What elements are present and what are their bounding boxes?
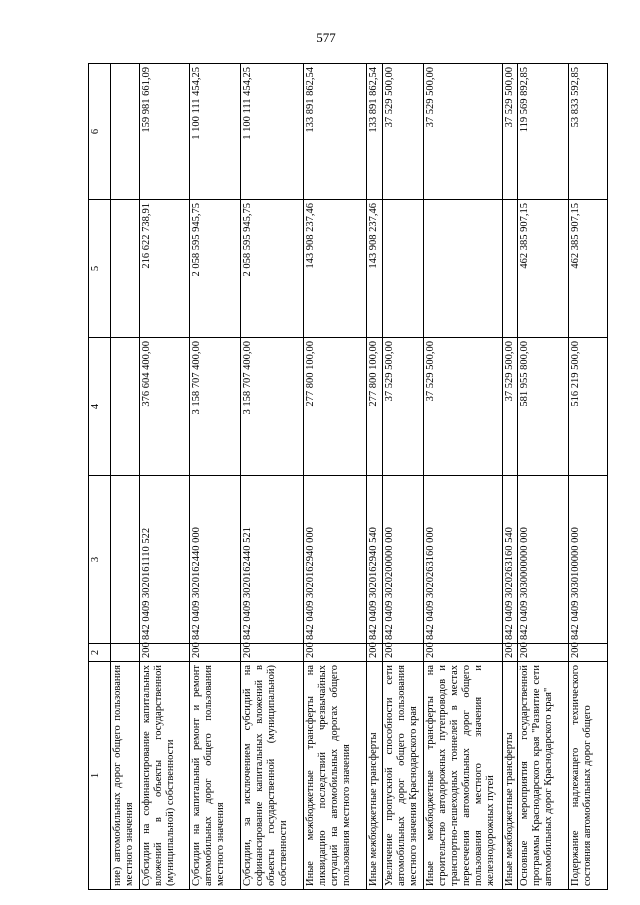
table-row <box>366 64 382 890</box>
row-executed-amount-cell <box>423 200 502 338</box>
row-name-cell: Увеличение пропускной способности сети автомобильных дорог общего пользования местного значения Краснодарского края <box>382 662 423 890</box>
row-name-cell: Иные межбюджетные трансферты <box>366 662 382 890</box>
row-approved-amount-cell: 37 529 500,00 <box>502 338 518 476</box>
row-name-cell: Субсидии, за исключением субсидий на софинансирование капитальных вложений в объекты государственной (муниципальной) собственности <box>240 662 303 890</box>
row-remaining-amount-cell: 133 891 862,54 <box>366 64 382 200</box>
row-approved-amount-cell: 277 800 100,00 <box>303 338 366 476</box>
row-admin-code-cell: 200 <box>190 644 241 662</box>
row-remaining-amount-cell: 159 981 661,09 <box>139 64 190 200</box>
row-remaining-amount-cell: 37 529 500,00 <box>423 64 502 200</box>
row-approved-amount-cell: 277 800 100,00 <box>366 338 382 476</box>
header-cell: 6 <box>89 64 111 200</box>
row-admin-code-cell: 200 <box>423 644 502 662</box>
row-name-cell: Субсидии на софинансирование капитальных вложений в объекты государственной (муниципальной) собственности <box>139 662 190 890</box>
row-executed-amount-cell: 2 058 595 945,75 <box>240 200 303 338</box>
header-cell: 1 <box>89 662 111 890</box>
row-admin-code-cell: 200 <box>518 644 569 662</box>
row-budget-code-cell: 842 0409 3020200000 000 <box>382 476 423 644</box>
row-approved-amount-cell <box>111 338 139 476</box>
page-number: 577 <box>316 30 336 45</box>
row-remaining-amount-cell: 1 100 111 454,25 <box>190 64 241 200</box>
row-admin-code-cell: 200 <box>303 644 366 662</box>
row-executed-amount-cell: 143 908 237,46 <box>366 200 382 338</box>
row-budget-code-cell: 842 0409 3020162940 000 <box>303 476 366 644</box>
table-row <box>139 64 190 890</box>
row-remaining-amount-cell <box>111 64 139 200</box>
row-remaining-amount-cell: 1 100 111 454,25 <box>240 64 303 200</box>
row-executed-amount-cell <box>111 200 139 338</box>
row-approved-amount-cell: 516 219 500,00 <box>568 338 607 476</box>
row-name-cell: ние) автомобильных дорог общего пользования местного значения <box>111 662 139 890</box>
row-executed-amount-cell: 216 622 738,91 <box>139 200 190 338</box>
row-executed-amount-cell: 462 385 907,15 <box>568 200 607 338</box>
row-remaining-amount-cell: 37 529 500,00 <box>382 64 423 200</box>
table-row <box>423 64 502 890</box>
table-row <box>502 64 518 890</box>
row-executed-amount-cell: 462 385 907,15 <box>518 200 569 338</box>
table-row <box>518 64 569 890</box>
header-cell: 5 <box>89 200 111 338</box>
row-budget-code-cell: 842 0409 3020161110 522 <box>139 476 190 644</box>
row-executed-amount-cell: 2 058 595 945,75 <box>190 200 241 338</box>
table-row <box>111 64 139 890</box>
header-cell: 4 <box>89 338 111 476</box>
row-budget-code-cell: 842 0409 3020263160 540 <box>502 476 518 644</box>
row-budget-code-cell: 842 0409 3020162440 521 <box>240 476 303 644</box>
row-remaining-amount-cell: 37 529 500,00 <box>502 64 518 200</box>
row-budget-code-cell <box>111 476 139 644</box>
row-name-cell: Иные межбюджетные трансферты <box>502 662 518 890</box>
row-budget-code-cell: 842 0409 3020263160 000 <box>423 476 502 644</box>
table-row <box>303 64 366 890</box>
row-admin-code-cell: 200 <box>568 644 607 662</box>
row-name-cell: Основные мероприятия государственной программы Краснодарского края "Развитие сети автомобильных дорог Краснодарского края" <box>518 662 569 890</box>
row-name-cell: Иные межбюджетные трансферты на строительство автодорожных путепроводов и транспортно-пешеходных тоннелей в местах пересечения автомобильных дорог общего пользования местного значения и железнодорожных путей <box>423 662 502 890</box>
table-row <box>568 64 607 890</box>
header-cell: 2 <box>89 644 111 662</box>
row-admin-code-cell: 200 <box>502 644 518 662</box>
row-name-cell: Иные межбюджетные трансферты на ликвидацию последствий чрезвычайных ситуаций на автомобильных дорогах общего пользования местного значения <box>303 662 366 890</box>
row-budget-code-cell: 842 0409 3020162940 540 <box>366 476 382 644</box>
row-approved-amount-cell: 37 529 500,00 <box>423 338 502 476</box>
rotated-table-container <box>88 64 608 890</box>
row-name-cell: Подержание надлежащего технического состояния автомобильных дорог общего <box>568 662 607 890</box>
row-approved-amount-cell: 581 955 800,00 <box>518 338 569 476</box>
row-admin-code-cell <box>111 644 139 662</box>
row-admin-code-cell: 200 <box>382 644 423 662</box>
row-approved-amount-cell: 3 158 707 400,00 <box>240 338 303 476</box>
row-approved-amount-cell: 3 158 707 400,00 <box>190 338 241 476</box>
row-approved-amount-cell: 37 529 500,00 <box>382 338 423 476</box>
row-executed-amount-cell: 143 908 237,46 <box>303 200 366 338</box>
row-admin-code-cell: 200 <box>139 644 190 662</box>
row-admin-code-cell: 200 <box>366 644 382 662</box>
table-row <box>190 64 241 890</box>
row-executed-amount-cell <box>382 200 423 338</box>
budget-table <box>88 63 608 890</box>
row-remaining-amount-cell: 119 569 892,85 <box>518 64 569 200</box>
row-executed-amount-cell <box>502 200 518 338</box>
row-budget-code-cell: 842 0409 3020162440 000 <box>190 476 241 644</box>
row-approved-amount-cell: 376 604 400,00 <box>139 338 190 476</box>
table-row <box>382 64 423 890</box>
row-remaining-amount-cell: 53 833 592,85 <box>568 64 607 200</box>
header-cell: 3 <box>89 476 111 644</box>
table-row <box>240 64 303 890</box>
row-name-cell: Субсидии на капитальный ремонт и ремонт автомобильных дорог общего пользования местного значения <box>190 662 241 890</box>
row-admin-code-cell: 200 <box>240 644 303 662</box>
header-row <box>89 64 111 890</box>
row-remaining-amount-cell: 133 891 862,54 <box>303 64 366 200</box>
row-budget-code-cell: 842 0409 3030100000 000 <box>568 476 607 644</box>
row-budget-code-cell: 842 0409 3030000000 000 <box>518 476 569 644</box>
